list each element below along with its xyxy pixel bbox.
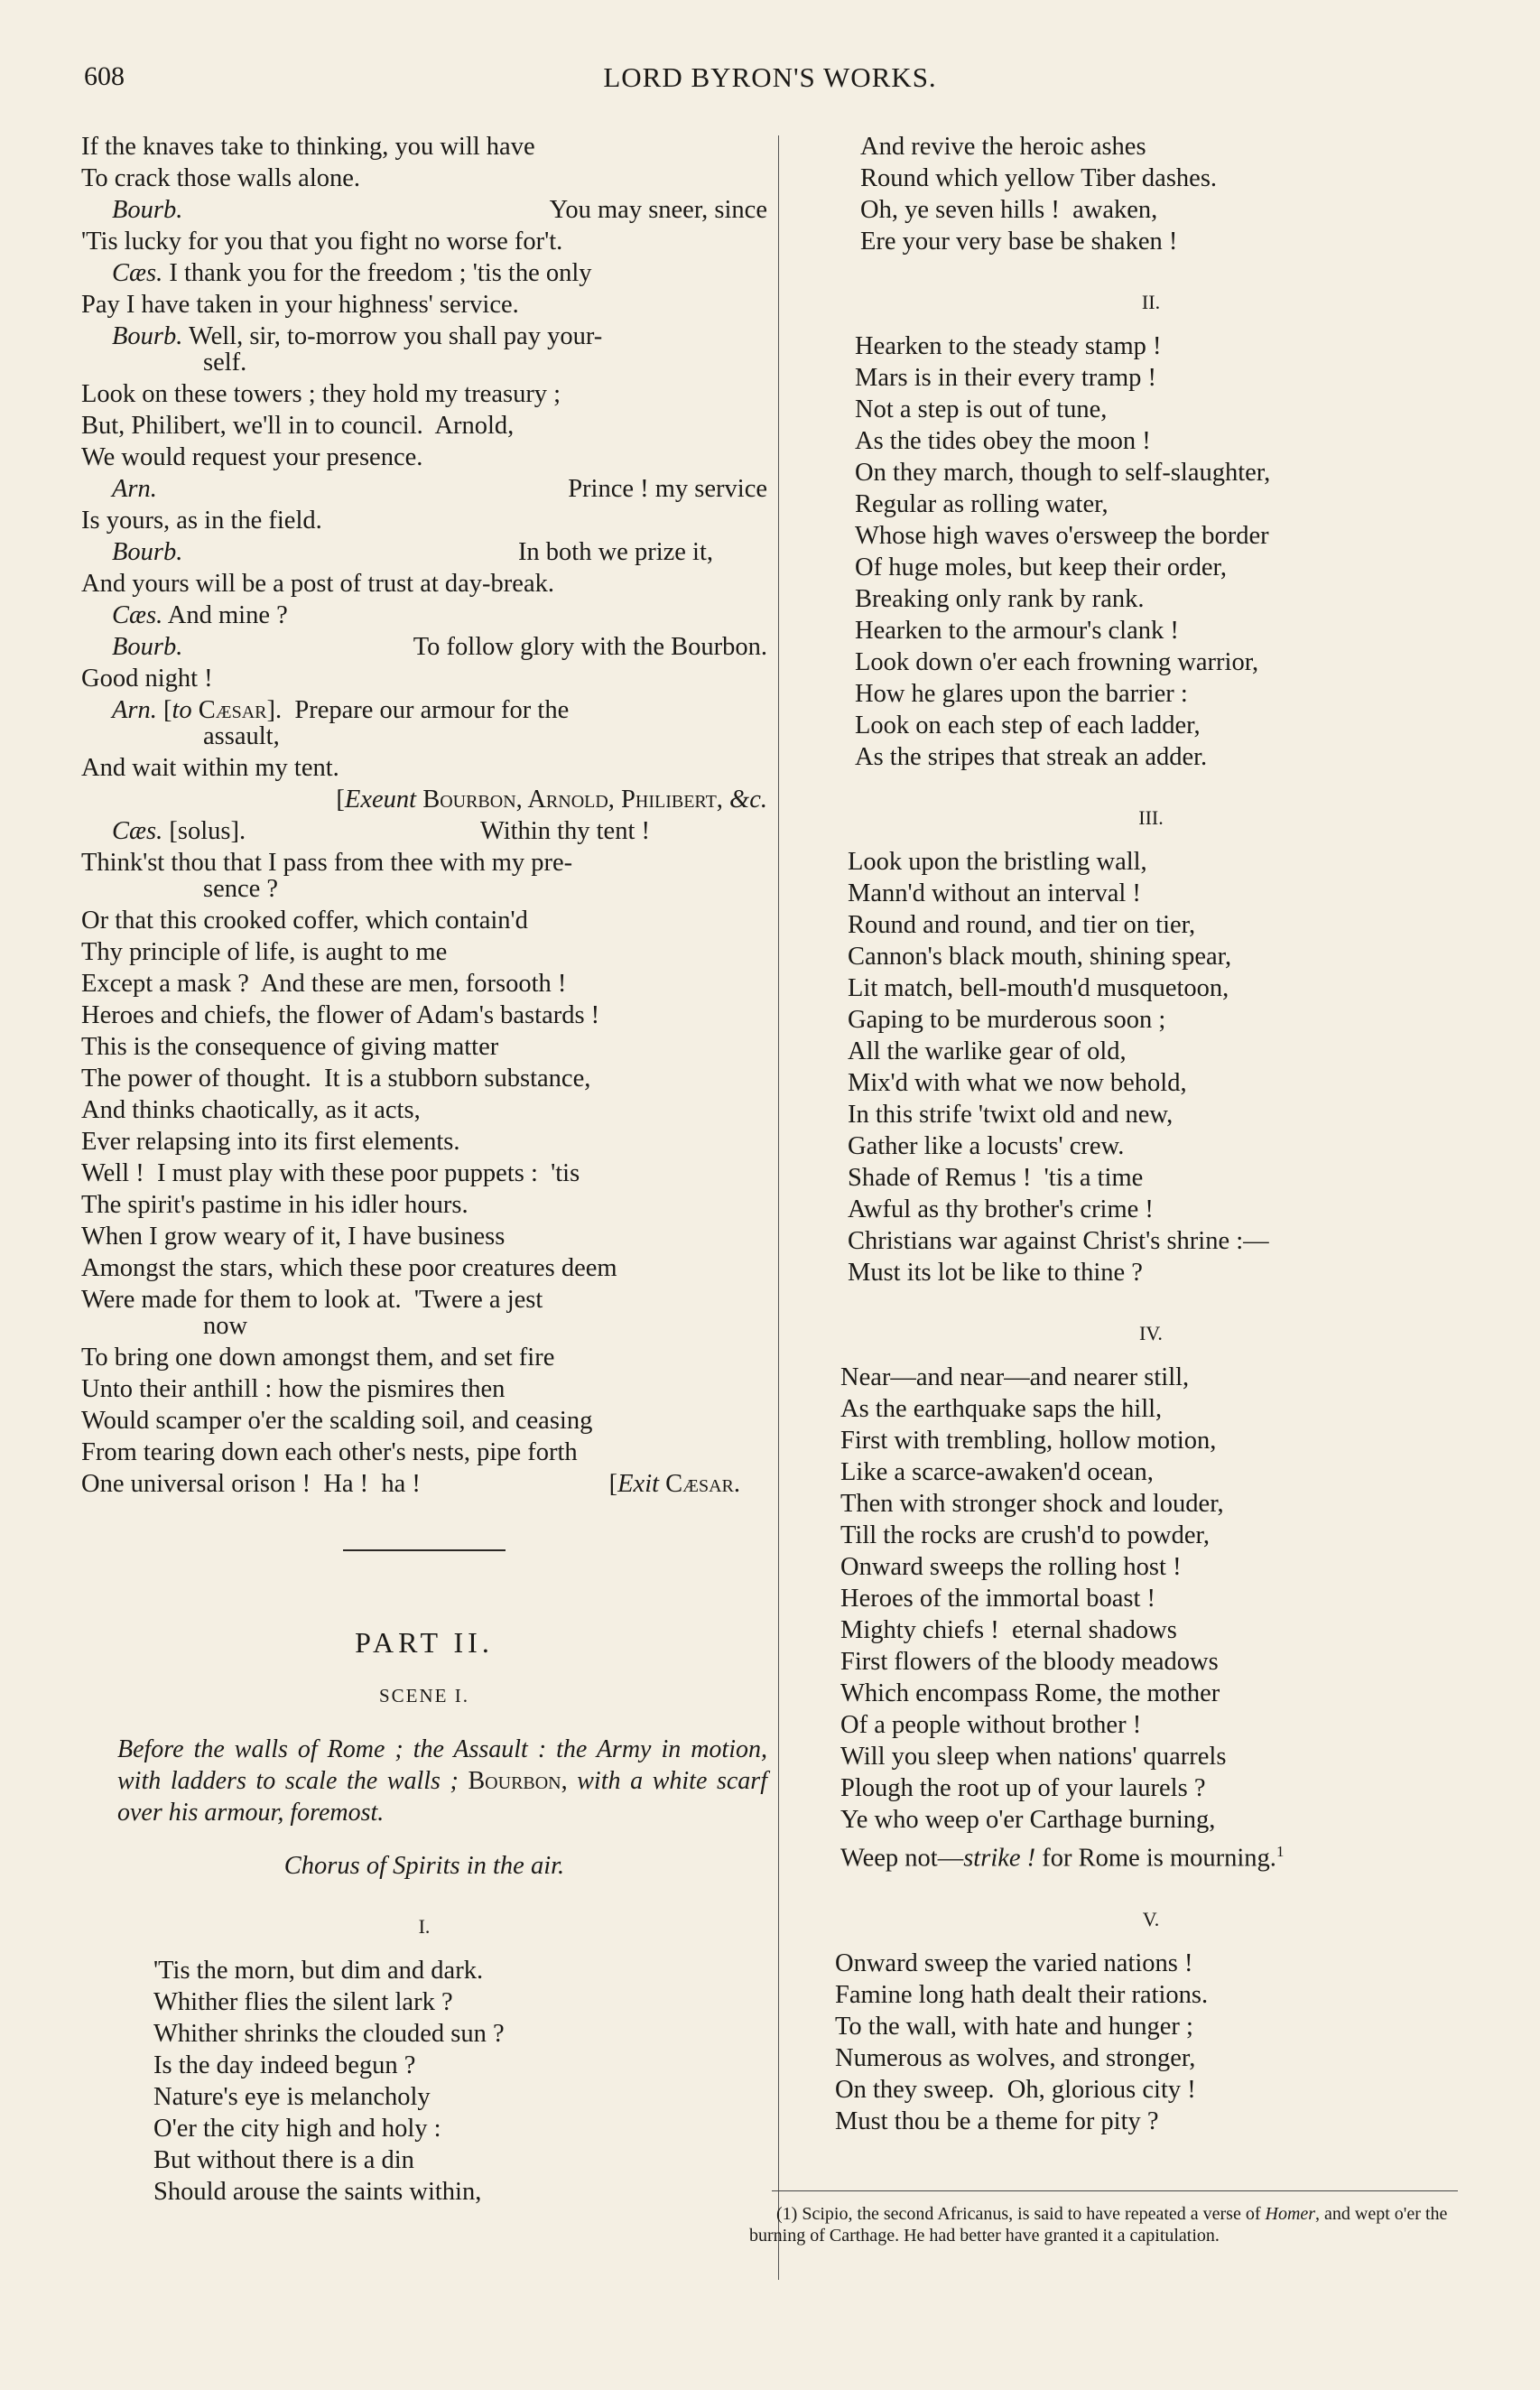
verse-line: Whither shrinks the clouded sun ? — [153, 2020, 505, 2048]
speech-text: Well, sir, to-morrow you shall pay your- — [182, 322, 603, 350]
text-line: Good night ! — [81, 665, 213, 693]
turnover-line: sence ? — [203, 875, 279, 903]
exeunt-direction — [81, 784, 767, 815]
stanza-number: II. — [1141, 291, 1161, 313]
text-line: But, Philibert, we'll in to council. Arnold, — [81, 412, 515, 440]
text-line: From tearing down each other's nests, pipe forth — [81, 1438, 578, 1466]
verse-line: As the tides obey the moon ! — [855, 427, 1151, 455]
verse-line: Famine long hath dealt their rations. — [835, 1980, 1209, 2009]
speaker-name: Cæs. — [112, 259, 163, 287]
text-line: Is yours, as in the field. — [81, 507, 322, 535]
verse-line: Ere your very base be shaken ! — [860, 228, 1178, 256]
verse-line: Awful as thy brother's crime ! — [848, 1195, 1154, 1223]
speaker-name: Bourb. — [112, 322, 183, 350]
verse-line: Mars is in their every tramp ! — [855, 364, 1156, 392]
text-line: Unto their anthill : how the pismires then — [81, 1375, 506, 1403]
stanza — [835, 330, 1467, 773]
verse-line: Should arouse the saints within, — [153, 2178, 482, 2206]
stanza — [835, 1948, 1467, 2137]
verse-line: Must thou be a theme for pity ? — [835, 2106, 1159, 2135]
verse-line: Hearken to the steady stamp ! — [855, 332, 1162, 360]
text-line: The spirit's pastime in his idler hours. — [81, 1191, 468, 1219]
speech-line — [81, 631, 767, 663]
speech-line — [81, 536, 767, 568]
speech-line — [81, 600, 767, 631]
verse-line: Round which yellow Tiber dashes. — [860, 164, 1218, 192]
footnote-rule — [772, 2190, 1458, 2191]
verse-line: Regular as rolling water, — [855, 490, 1109, 518]
verse-line: Cannon's black mouth, shining spear, — [848, 943, 1232, 971]
chorus-heading: Chorus of Spirits in the air. — [283, 1852, 565, 1880]
text-line: We would request your presence. — [81, 443, 423, 471]
stanza — [81, 1955, 767, 2208]
stanza — [835, 131, 1467, 257]
text-line: Well ! I must play with these poor puppets : 'tis — [81, 1159, 580, 1187]
stanza-number: III. — [1138, 806, 1164, 829]
text-line: To bring one down amongst them, and set fire — [81, 1344, 555, 1372]
verse-line: As the earthquake saps the hill, — [840, 1395, 1163, 1423]
verse-line: Shade of Remus ! 'tis a time — [848, 1164, 1144, 1192]
verse-line: How he glares upon the barrier : — [855, 680, 1188, 708]
text-line: When I grow weary of it, I have business — [81, 1223, 506, 1251]
verse-line: Mighty chiefs ! eternal shadows — [840, 1616, 1177, 1644]
speaker-name: Arn. — [112, 696, 157, 724]
text-line: This is the consequence of giving matter — [81, 1033, 499, 1061]
speech-text: Within thy tent ! — [479, 817, 650, 845]
footnote-emphasis: Homer — [1265, 2204, 1316, 2224]
verse-line: Nature's eye is melancholy — [153, 2083, 431, 2111]
verse-line: Onward sweeps the rolling host ! — [840, 1553, 1182, 1581]
verse-line: Will you sleep when nations' quarrels — [840, 1743, 1227, 1771]
text-line: Thy principle of life, is aught to me — [81, 938, 448, 966]
verse-line: Of huge moles, but keep their order, — [855, 553, 1227, 581]
verse-line: Gaping to be murderous soon ; — [848, 1006, 1166, 1034]
speech-text: ]. Prepare our armour for the — [266, 696, 570, 724]
verse-line: But without there is a din — [153, 2146, 414, 2174]
text-line: The power of thought. It is a stubborn substance, — [81, 1065, 591, 1093]
verse-line: Look on each step of each ladder, — [855, 711, 1201, 739]
verse-line: Look upon the bristling wall, — [848, 848, 1147, 876]
verse-line: Onward sweep the varied nations ! — [835, 1948, 1193, 1977]
text-line: If the knaves take to thinking, you will have — [81, 133, 535, 161]
verse-line: First flowers of the bloody meadows — [840, 1648, 1219, 1676]
direction-text: with a white scarf over his armour, foremost. — [117, 1767, 767, 1827]
verse-line: Till the rocks are crush'd to powder, — [840, 1521, 1210, 1549]
turnover-line: self. — [203, 349, 247, 377]
page-number: 608 — [84, 61, 125, 91]
stage-bracket: [ — [336, 786, 345, 814]
stanza-number: V. — [1142, 1907, 1160, 1930]
speech-text: You may sneer, since — [549, 196, 767, 224]
character-names: Bourbon, Arnold, Philibert, — [416, 786, 730, 814]
text-line: Except a mask ? And these are men, forsooth ! — [81, 970, 567, 998]
speech-text: Prince ! my service — [568, 475, 767, 503]
verse-line: Hearken to the armour's clank ! — [855, 617, 1179, 645]
text-line: And thinks chaotically, as it acts, — [81, 1096, 421, 1124]
verse-line: Look down o'er each frowning warrior, — [855, 648, 1259, 676]
verse-line: First with trembling, hollow motion, — [840, 1427, 1217, 1455]
verse-line: All the warlike gear of old, — [848, 1037, 1127, 1065]
speaker-name: Arn. — [112, 475, 157, 503]
verse-text: for Rome is mourning. — [1035, 1844, 1276, 1873]
character-name: Bourbon, — [468, 1767, 568, 1795]
verse-text: Weep not— — [840, 1844, 964, 1873]
verse-line: Round and round, and tier on tier, — [848, 911, 1196, 939]
footnote-marker[interactable]: 1 — [1276, 1843, 1285, 1860]
text-line: And wait within my tent. — [81, 754, 339, 782]
footnote — [749, 2203, 1462, 2246]
right-column — [835, 131, 1467, 2137]
verse-line: Must its lot be like to thine ? — [848, 1259, 1143, 1287]
turnover-line: now — [203, 1312, 248, 1340]
text-line: Would scamper o'er the scalding soil, and ceasing — [81, 1407, 593, 1435]
stage-bracket: [ — [156, 696, 172, 724]
verse-line: Mix'd with what we now behold, — [848, 1069, 1187, 1097]
verse-line: Like a scarce-awaken'd ocean, — [840, 1458, 1154, 1486]
verse-line: O'er the city high and holy : — [153, 2115, 441, 2143]
footnote-number: (1) — [776, 2204, 798, 2224]
verse-line — [840, 1836, 1467, 1874]
verse-line: As the stripes that streak an adder. — [855, 743, 1208, 771]
stage-direction: to — [172, 696, 192, 724]
character-name: Cæsar — [191, 696, 267, 724]
verse-line: On they march, though to self-slaughter, — [855, 459, 1271, 487]
verse-line: Ye who weep o'er Carthage burning, — [840, 1806, 1216, 1834]
speech-line — [81, 815, 767, 847]
verse-line: Gather like a locusts' crew. — [848, 1132, 1125, 1160]
footnote-text: Scipio, the second Africanus, is said to have repeated a verse of — [797, 2204, 1266, 2224]
text-line: Look on these towers ; they hold my treasury ; — [81, 380, 561, 408]
turnover-line: assault, — [203, 722, 280, 750]
verse-line: On they sweep. Oh, glorious city ! — [835, 2075, 1196, 2104]
verse-line: Plough the root up of your laurels ? — [840, 1774, 1206, 1802]
verse-line: Near—and near—and nearer still, — [840, 1363, 1190, 1391]
verse-line: 'Tis the morn, but dim and dark. — [153, 1957, 484, 1985]
speech-line — [81, 257, 767, 289]
speech-text: And mine ? — [162, 601, 288, 629]
speech-line — [81, 194, 767, 226]
verse-line: Which encompass Rome, the mother — [840, 1679, 1220, 1707]
text-line: Or that this crooked coffer, which contain'd — [81, 907, 528, 935]
text-line: 'Tis lucky for you that you fight no worse for't. — [81, 228, 563, 256]
direction-text: Before the walls of Rome ; the Assault : the Army in motion, with ladders to scale the walls ; — [117, 1735, 767, 1795]
text-line: Pay I have taken in your highness' service. — [81, 291, 519, 319]
stanza — [835, 846, 1467, 1288]
verse-line: Mann'd without an interval ! — [848, 879, 1141, 907]
verse-line: Whose high waves o'ersweep the border — [855, 522, 1269, 550]
verse-line: Of a people without brother ! — [840, 1711, 1142, 1739]
stage-direction: [solus]. — [162, 817, 246, 845]
speech-text: I thank you for the freedom ; 'tis the only — [162, 259, 592, 287]
scene-heading: SCENE I. — [379, 1685, 469, 1706]
verse-line: Oh, ye seven hills ! awaken, — [860, 196, 1158, 224]
text-line: Were made for them to look at. 'Twere a jest — [81, 1286, 543, 1314]
verse-line: Not a step is out of tune, — [855, 395, 1108, 423]
speaker-name: Bourb. — [112, 633, 183, 661]
speaker-name: Cæs. — [112, 817, 163, 845]
verse-line: Heroes of the immortal boast ! — [840, 1585, 1156, 1613]
stage-direction: &c. — [729, 786, 767, 814]
speaker-name: Bourb. — [112, 538, 183, 566]
speaker-name: Cæs. — [112, 601, 163, 629]
verse-line: To the wall, with hate and hunger ; — [835, 2012, 1193, 2041]
verse-line: Is the day indeed begun ? — [153, 2051, 416, 2079]
verse-line: Whither flies the silent lark ? — [153, 1988, 453, 2016]
stanza — [835, 1362, 1467, 1874]
verse-line: In this strife 'twixt old and new, — [848, 1101, 1174, 1129]
exit-line — [81, 1468, 767, 1500]
left-column — [81, 131, 767, 2208]
text-line: To crack those walls alone. — [81, 164, 361, 192]
stage-bracket: [ — [608, 1470, 618, 1498]
text-line: Think'st thou that I pass from thee with my pre- — [81, 849, 573, 877]
verse-line: Then with stronger shock and louder, — [840, 1490, 1224, 1518]
text-line: Amongst the stars, which these poor creatures deem — [81, 1254, 617, 1282]
column-rule — [778, 135, 779, 2280]
speech-text: In both we prize it, — [517, 538, 713, 566]
speech-text: One universal orison ! Ha ! ha ! — [81, 1470, 421, 1498]
section-divider — [343, 1549, 506, 1551]
verse-line: Christians war against Christ's shrine :— — [848, 1227, 1269, 1255]
verse-line: Lit match, bell-mouth'd musquetoon, — [848, 974, 1229, 1002]
speech-text: To follow glory with the Bourbon. — [413, 633, 767, 661]
speech-line — [81, 473, 767, 505]
stanza-number: I. — [418, 1915, 431, 1938]
running-title: LORD BYRON'S WORKS. — [603, 61, 937, 93]
stage-direction: Exeunt — [344, 786, 417, 814]
emphasis-text: strike ! — [963, 1844, 1036, 1873]
stage-direction: Exit — [617, 1470, 660, 1498]
verse-line: Numerous as wolves, and stronger, — [835, 2043, 1196, 2072]
text-line: Ever relapsing into its first elements. — [81, 1128, 460, 1156]
character-name: Cæsar. — [659, 1470, 740, 1498]
verse-line: And revive the heroic ashes — [860, 133, 1146, 161]
speaker-name: Bourb. — [112, 196, 183, 224]
part-title: PART II. — [355, 1626, 494, 1659]
text-line: Heroes and chiefs, the flower of Adam's bastards ! — [81, 1001, 600, 1029]
verse-line: Breaking only rank by rank. — [855, 585, 1145, 613]
stanza-number: IV. — [1139, 1322, 1163, 1344]
text-line: And yours will be a post of trust at day-break. — [81, 570, 554, 598]
footnote-text: , and wept o'er the burning of Carthage. He had better have granted it a capitulation. — [749, 2204, 1448, 2246]
opening-stage-direction — [117, 1734, 767, 1828]
